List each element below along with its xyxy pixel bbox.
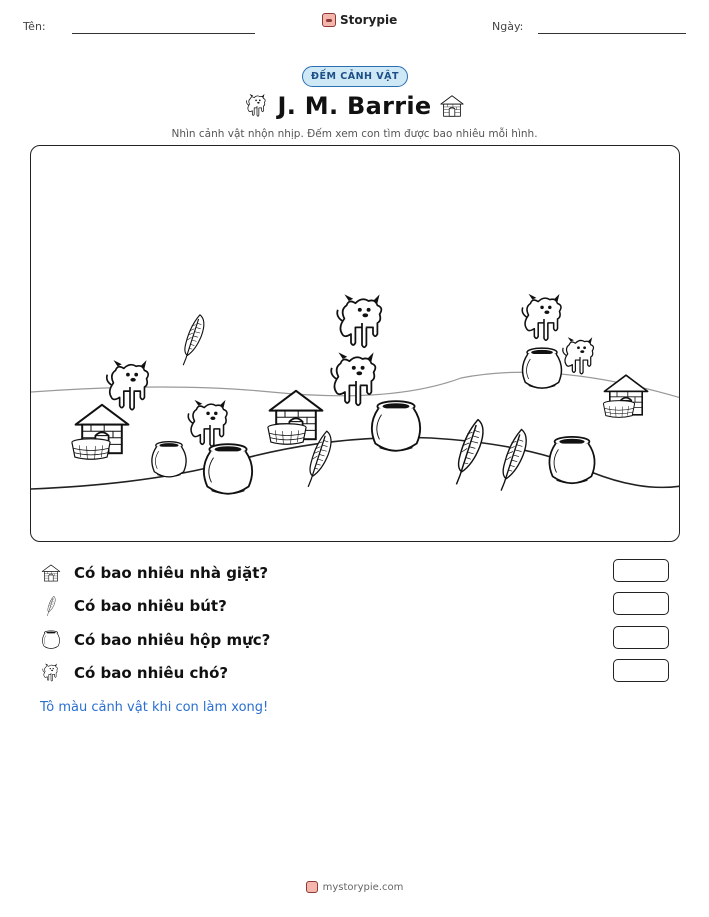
wash-tub <box>268 424 306 445</box>
question-text: Có bao nhiêu nhà giặt? <box>74 564 269 582</box>
dog <box>337 294 381 347</box>
question-text: Có bao nhiêu hộp mực? <box>74 631 271 649</box>
date-label: Ngày: <box>492 20 524 33</box>
ink-pot <box>204 444 252 494</box>
storypie-logo <box>322 13 397 27</box>
question-row <box>40 560 268 586</box>
feather-pen <box>501 429 526 490</box>
feather-pen-icon <box>40 595 62 617</box>
answer-box-houses[interactable] <box>613 559 669 582</box>
answer-box-pens[interactable] <box>613 592 669 615</box>
house-icon <box>438 92 466 120</box>
name-line[interactable] <box>72 33 255 34</box>
counting-scene <box>30 145 680 542</box>
question-text: Có bao nhiêu bút? <box>74 597 227 615</box>
page-title: J. M. Barrie <box>277 92 432 120</box>
question-text: Có bao nhiêu chó? <box>74 664 229 682</box>
footer-brand <box>0 881 709 893</box>
coloring-note: Tô màu cảnh vật khi con làm xong! <box>40 700 269 715</box>
scene-illustration <box>31 146 680 542</box>
question-row <box>40 660 228 686</box>
instructions: Nhìn cảnh vật nhộn nhịp. Đếm xem con tìm được bao nhiêu mỗi hình. <box>171 128 538 140</box>
storypie-icon <box>322 13 336 27</box>
ink-pot <box>549 437 594 483</box>
feather-pen <box>456 420 483 485</box>
ink-pot <box>372 401 420 451</box>
date-line[interactable] <box>538 33 686 34</box>
ink-pot <box>152 442 186 477</box>
question-row <box>40 593 227 619</box>
question-row <box>40 627 270 653</box>
dog <box>522 294 561 340</box>
wash-tub <box>72 439 110 460</box>
dog <box>331 352 375 405</box>
dog <box>188 400 227 446</box>
dog-icon <box>40 662 62 684</box>
answer-box-ink-pots[interactable] <box>613 626 669 649</box>
wash-tub <box>603 401 634 418</box>
dog <box>563 337 594 374</box>
footer-url: mystorypie.com <box>322 881 404 893</box>
answer-box-dogs[interactable] <box>613 659 669 682</box>
brand-name: Storypie <box>340 13 398 27</box>
feather-pen <box>183 315 204 365</box>
house-icon <box>40 562 62 584</box>
name-label: Tên: <box>23 20 46 33</box>
ink-pot-icon <box>40 629 62 651</box>
dog <box>107 360 148 410</box>
activity-badge: ĐẾM CẢNH VẬT <box>302 66 408 87</box>
ink-pot <box>523 348 562 388</box>
storypie-icon <box>306 881 318 893</box>
